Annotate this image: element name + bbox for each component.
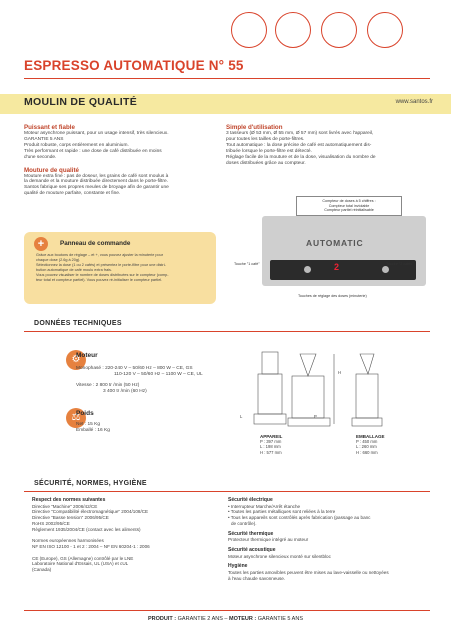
normes-column bbox=[32, 498, 222, 573]
produit-value: GARANTIE 2 ANS – bbox=[176, 616, 230, 622]
panel-text bbox=[36, 253, 214, 283]
text-line: P : 397 mm bbox=[260, 439, 282, 444]
text-line: • Tous les appareils sont contrôlés après fabrication (passage au banc bbox=[228, 515, 371, 521]
footer-rule bbox=[24, 610, 430, 611]
text-line: 3 400 tr /min (60 Hz) bbox=[103, 389, 147, 394]
text-line: teur total et compteur partiel). Vous pouvez ré-initialiser le compteur partiel. bbox=[36, 278, 163, 282]
section-rule bbox=[24, 491, 430, 492]
text-line: qualité de mouture parfaite, constante et fine. bbox=[24, 191, 121, 197]
hyg-title: Hygiène bbox=[228, 563, 248, 570]
website-link[interactable]: www.santos.fr bbox=[395, 99, 433, 105]
croissant-icon bbox=[367, 12, 403, 48]
text-line: tribuée lorsque le porte-filtre est détecté. bbox=[226, 148, 312, 154]
text-line: RoHS 2002/95/CE bbox=[32, 520, 70, 526]
therm-title: Sécurité thermique bbox=[228, 530, 274, 537]
text-line: Tout automatique : la dose précise de café est automatiquement dis- bbox=[226, 142, 372, 148]
one-cup-callout: Touche "1 café" bbox=[234, 262, 260, 266]
emballage-dimensions bbox=[356, 434, 385, 455]
weight-icon: ⚖ bbox=[66, 408, 86, 428]
text-line: P : 450 mm bbox=[356, 439, 378, 444]
dim-label-p: P bbox=[314, 414, 317, 419]
footer-guarantee bbox=[0, 616, 451, 622]
text-line: Directive "Compatibilité électromagnétique" 2004/108/CE bbox=[32, 509, 149, 515]
text-line: Réglage facile de la mouture et de la dose, visualisation du nombre de bbox=[226, 154, 376, 160]
text-line: Laboratoire National d'Essais, UL (USA) et cUL bbox=[32, 561, 129, 567]
poids-title: Poids bbox=[76, 410, 94, 417]
page-subtitle: MOULIN DE QUALITÉ bbox=[24, 96, 138, 108]
heading-simple: Simple d'utilisation bbox=[226, 124, 283, 131]
text-line: Produit robuste, corps entièrement en aluminium. bbox=[24, 142, 129, 148]
text-line: pour toutes les tailles de porte-filtres. bbox=[226, 136, 305, 142]
text-line: d'une seconde. bbox=[24, 154, 57, 160]
text-line: Net : 15 Kg bbox=[76, 422, 100, 427]
section-heading-securite: SÉCURITÉ, NORMES, HYGIÈNE bbox=[34, 480, 147, 487]
text-line: • Interrupteur Marche/Arrêt étanche bbox=[228, 503, 301, 509]
appareil-title: APPAREIL bbox=[260, 434, 283, 439]
text-line: doses distribuées grâce au compteur. bbox=[226, 160, 306, 166]
text-line: L : 198 mm bbox=[260, 444, 281, 450]
dim-label-h: H bbox=[338, 370, 342, 375]
dim-label-l: L bbox=[240, 414, 243, 419]
text-line: Sélectionnez la dose (1 ou 2 cafés) et présentez le porte-filtre pour une distri- bbox=[36, 263, 166, 267]
page-title: ESPRESSO AUTOMATIQUE N° 55 bbox=[24, 58, 244, 73]
poids-specs bbox=[76, 422, 110, 434]
machine-brand-label: AUTOMATIC bbox=[306, 238, 364, 248]
text-line: NF EN ISO 12100 - 1 et 2 : 2004 – NF EN 60204-1 : 2006 bbox=[32, 543, 150, 549]
text-line: Compteur total inviolable bbox=[328, 203, 370, 208]
dose-buttons-callout: Touches de réglage des doses (minuterie) bbox=[298, 294, 367, 298]
acou-title: Sécurité acoustique bbox=[228, 546, 276, 553]
panel-title: Panneau de commande bbox=[60, 240, 131, 247]
text-line: de contrôle). bbox=[231, 520, 257, 526]
text-line: Règlement 1935/2004/CE (contact avec les aliments) bbox=[32, 526, 141, 532]
title-rule bbox=[24, 78, 430, 79]
text-line: Normes européennes harmonisées bbox=[32, 538, 104, 544]
control-panel-icon: + bbox=[34, 237, 48, 251]
text-line: Directive "Machine" 2006/42/CE bbox=[32, 503, 98, 509]
securite-column bbox=[228, 498, 432, 581]
text-line: Compteur de doses à 5 chiffres : bbox=[322, 199, 376, 203]
text-line: Moteur asynchrone silencieux monté sur silentbloc bbox=[228, 553, 331, 559]
counter-callout bbox=[296, 196, 402, 216]
text-line: Compteur partiel réinitialisable bbox=[324, 208, 374, 213]
machine-drawings bbox=[248, 344, 408, 432]
elec-title: Sécurité électrique bbox=[228, 497, 273, 503]
text-line: la demande et la mouture distribuée directement dans le porte-filtre. bbox=[24, 179, 168, 185]
two-cups-callout: Touche "2 cafés" bbox=[386, 262, 414, 266]
machine-display: 2 bbox=[334, 262, 340, 272]
produit-label: PRODUIT : bbox=[148, 616, 177, 622]
respect-title: Respect des normes suivantes bbox=[32, 497, 106, 503]
text-line: Santos fabrique ses propres meules de broyage afin de garantir une bbox=[24, 185, 169, 191]
one-cup-button[interactable] bbox=[304, 266, 311, 273]
feature-column-right bbox=[226, 124, 430, 166]
text-line: Vitesse : 2 800 tr /min (50 Hz) bbox=[76, 383, 140, 388]
text-line: Mouture extra fine : pas de doseur, les grains de café sont moulus à bbox=[24, 173, 169, 179]
text-line: à l'eau chaude savonneuse. bbox=[228, 575, 286, 581]
text-line: Vous pouvez visualiser le nombre de doses distribuées sur le compteur (comp- bbox=[36, 273, 169, 277]
heading-mouture: Mouture de qualité bbox=[24, 166, 80, 174]
moteur-value: GARANTIE 5 ANS bbox=[256, 616, 303, 622]
text-line: L : 260 mm bbox=[356, 444, 377, 450]
text-line: Monophasé : 220-240 V – 50/60 Hz – 800 W – CE, GS bbox=[76, 366, 193, 371]
emballage-title: EMBALLAGE bbox=[356, 434, 385, 439]
text-line: H : 660 mm bbox=[356, 449, 378, 455]
appareil-dimensions bbox=[260, 434, 282, 455]
text-line: • Toutes les parties métalliques sont reliées à la terre bbox=[228, 509, 336, 515]
text-line: Grâce aux boutons de réglage – et +, vous pouvez ajuster la minuterie pour bbox=[36, 253, 163, 257]
text-line: bution automatique de café moulu extra frais. bbox=[36, 268, 112, 272]
section-rule bbox=[24, 331, 430, 332]
text-line: GARANTIE 5 ANS bbox=[24, 136, 64, 142]
text-line: chaque dose (2.6g à 20g). bbox=[36, 258, 81, 262]
text-line: 110-120 V – 50/60 Hz – 1100 W – CE, UL bbox=[114, 372, 203, 377]
moteur-title: Moteur bbox=[76, 352, 98, 359]
moteur-label: MOTEUR : bbox=[229, 616, 257, 622]
two-cups-button[interactable] bbox=[382, 266, 389, 273]
text-line: Emballé : 16 Kg bbox=[76, 428, 110, 433]
text-line: Très performant et rapide : une dose de café distribuée en moins bbox=[24, 148, 162, 154]
text-line: 3 tasseurs (Ø 53 mm, Ø 55 mm, Ø 57 mm) sont livrés avec l'appareil, bbox=[226, 131, 374, 136]
motor-icon: ⚙ bbox=[66, 350, 86, 370]
feature-column-left bbox=[24, 124, 216, 197]
text-line: Toutes les parties amovibles peuvent être mises au lave-vaisselle ou nettoyées bbox=[228, 570, 389, 576]
heading-puissant: Puissant et fiable bbox=[24, 124, 75, 131]
section-heading-donnees: DONNÉES TECHNIQUES bbox=[34, 320, 122, 327]
coffee-bean-icon bbox=[321, 12, 357, 48]
cup-icon bbox=[231, 12, 267, 48]
text-line: Moteur asynchrone puissant, pour un usage intensif, très silencieux. bbox=[24, 131, 169, 136]
moteur-specs bbox=[76, 366, 203, 395]
beans-icon bbox=[275, 12, 311, 48]
text-line: Directive "Basse tension" 2006/95/CE bbox=[32, 515, 109, 521]
text-line: (Canada) bbox=[32, 567, 52, 573]
text-line: H : 577 mm bbox=[260, 449, 282, 455]
text-line: Protecteur thermique intégré au moteur bbox=[228, 537, 309, 543]
text-line: CE (Europe), GS (Allemagne) contrôlé par le LNE bbox=[32, 555, 134, 561]
